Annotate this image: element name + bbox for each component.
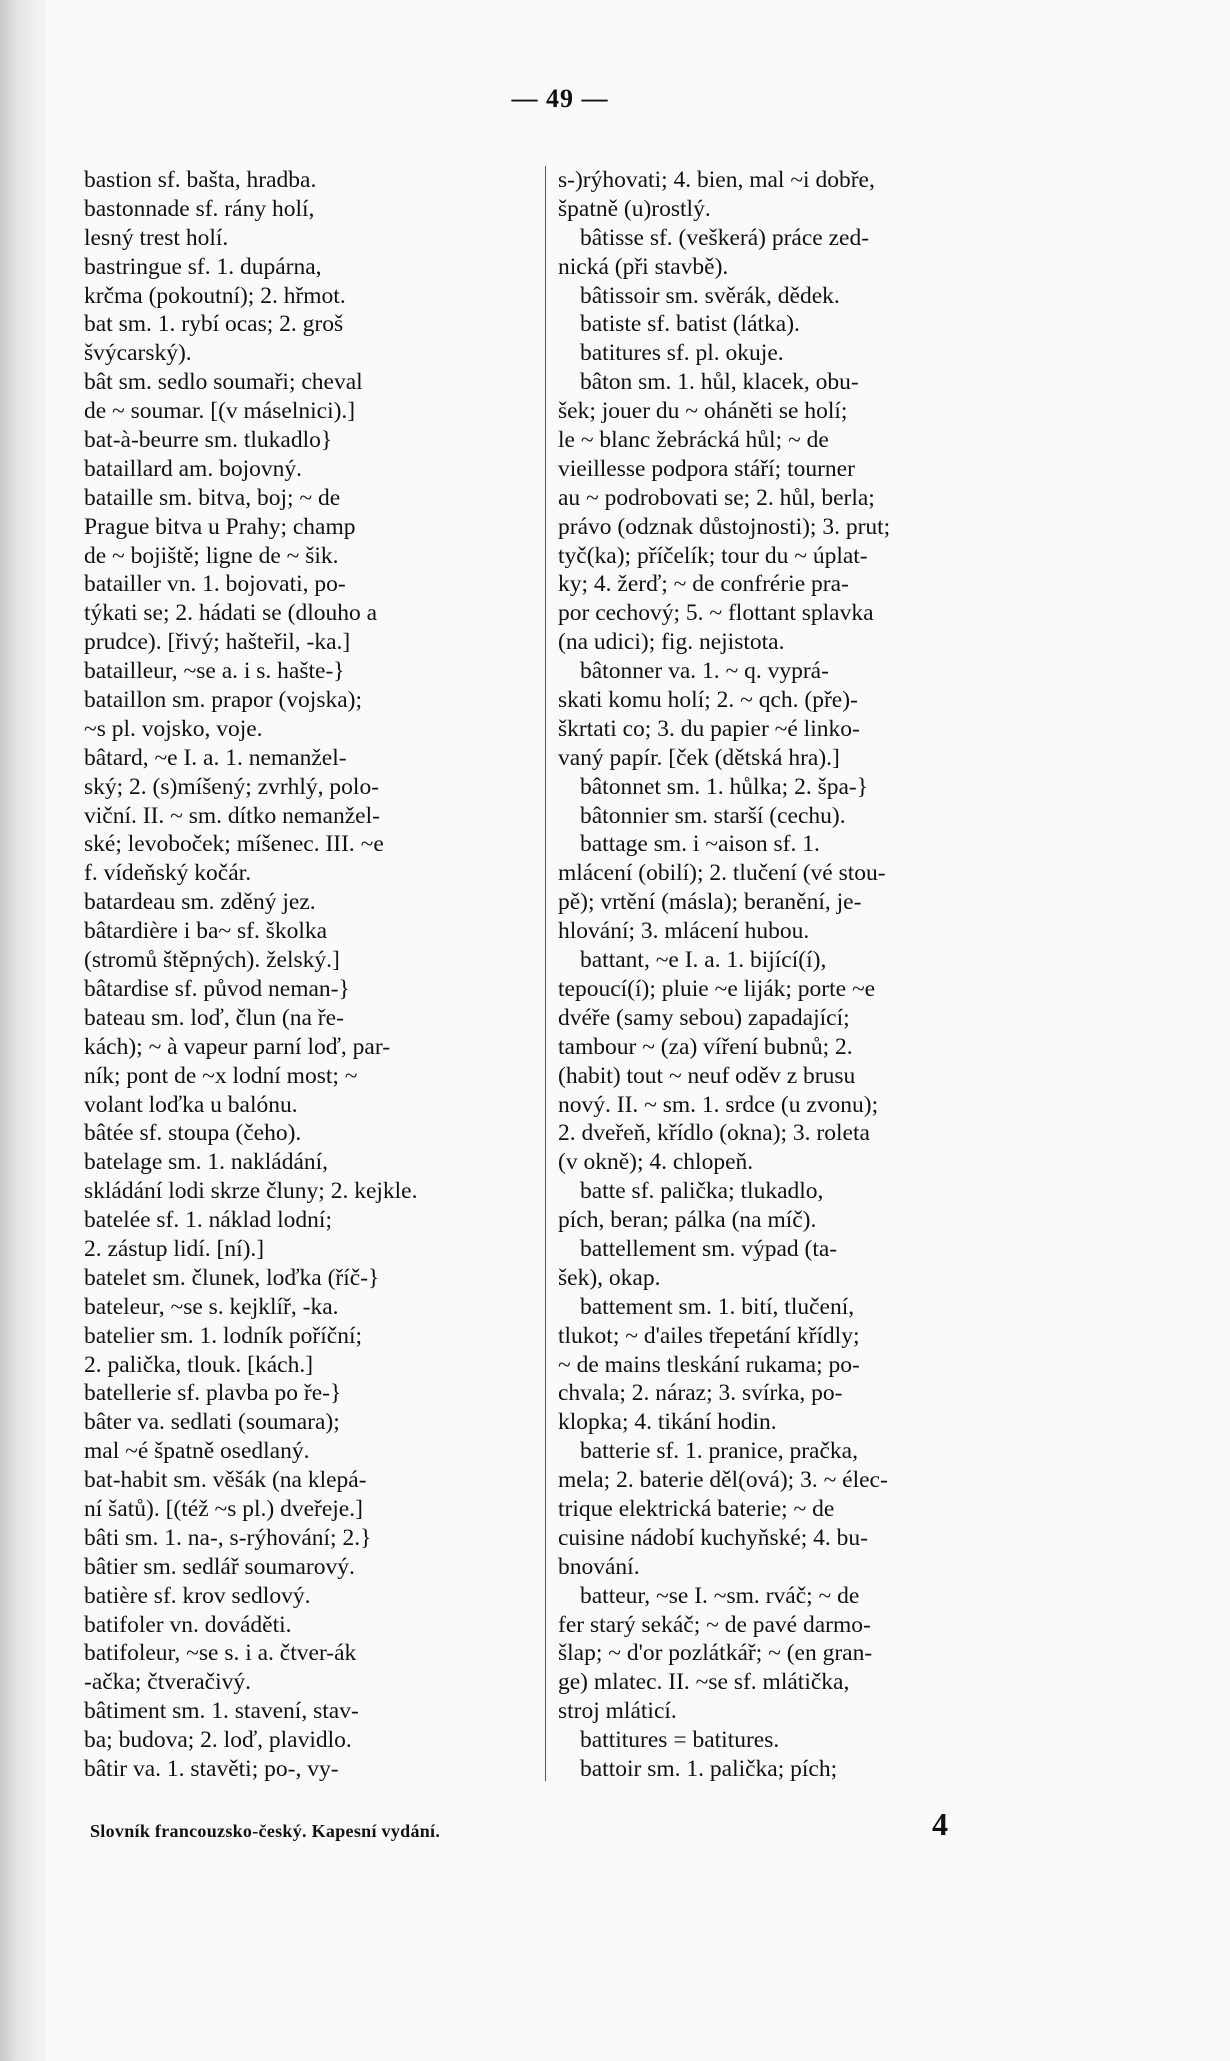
dictionary-line: bastion sf. bašta, hradba.	[84, 167, 317, 193]
dictionary-line: skati komu holí; 2. ~ qch. (pře)-	[558, 687, 858, 714]
dictionary-line: batteur, ~se I. ~sm. rváč; ~ de	[580, 1582, 860, 1609]
dictionary-line: batitures sf. pl. okuje.	[580, 340, 784, 367]
dictionary-line: (stromů štěpných). želský.]	[84, 947, 340, 974]
dictionary-line: de ~ soumar. [(v máselnici).]	[84, 398, 356, 425]
dictionary-line: batterie sf. 1. pranice, pračka,	[580, 1438, 858, 1465]
dictionary-line: vaný papír. [ček (dětská hra).]	[558, 744, 840, 771]
dictionary-line: bâti sm. 1. na-, s-rýhování; 2.}	[84, 1524, 372, 1551]
dictionary-line: batière sf. krov sedlový.	[84, 1582, 311, 1609]
dictionary-line: bataille sm. bitva, boj; ~ de	[84, 484, 341, 511]
dictionary-line: kách); ~ à vapeur parní loď, par-	[84, 1033, 391, 1060]
dictionary-line: bâtir va. 1. stavěti; po-, vy-	[84, 1755, 339, 1782]
dictionary-line: krčma (pokoutní); 2. hřmot.	[84, 282, 346, 309]
dictionary-line: battellement sm. výpad (ta-	[580, 1235, 838, 1262]
dictionary-line: bastringue sf. 1. dupárna,	[84, 253, 322, 280]
dictionary-line: ~s pl. vojsko, voje.	[84, 715, 263, 742]
dictionary-line: právo (odznak důstojnosti); 3. prut;	[558, 513, 891, 540]
dictionary-line: bâtardière i ba~ sf. školka	[84, 918, 328, 945]
dictionary-line: bâtonnet sm. 1. hůlka; 2. špa-}	[580, 773, 869, 800]
dictionary-line: lesný trest holí.	[84, 224, 229, 251]
dictionary-line: batardeau sm. zděný jez.	[84, 889, 316, 916]
dictionary-line: batifoleur, ~se s. i a. čtver-ák	[84, 1640, 357, 1667]
footer-title: Slovník francouzsko-český. Kapesní vydání.	[90, 1821, 441, 1841]
dictionary-line: šek), okap.	[558, 1264, 661, 1291]
dictionary-line: tyč(ka); příčelík; tour du ~ úplat-	[558, 542, 868, 569]
dictionary-line: battement sm. 1. bití, tlučení,	[580, 1293, 855, 1320]
dictionary-line: batellerie sf. plavba po ře-}	[84, 1380, 342, 1407]
dictionary-line: (na udici); fig. nejistota.	[558, 629, 785, 656]
dictionary-line: pích, beran; pálka (na míč).	[558, 1207, 817, 1234]
dictionary-line: bataillon sm. prapor (vojska);	[84, 687, 363, 714]
dictionary-line: klopka; 4. tikání hodin.	[558, 1409, 777, 1436]
dictionary-line: 2. zástup lidí. [ní).]	[84, 1235, 265, 1262]
dictionary-line: mlácení (obilí); 2. tlučení (vé stou-	[558, 860, 886, 887]
dictionary-line: ské; levoboček; míšenec. III. ~e	[84, 831, 384, 858]
dictionary-line: batelier sm. 1. lodník poříční;	[84, 1322, 363, 1349]
dictionary-line: ba; budova; 2. loď, plavidlo.	[84, 1727, 352, 1754]
dictionary-line: chvala; 2. náraz; 3. svírka, po-	[558, 1380, 843, 1407]
right-column	[558, 166, 1028, 1786]
dictionary-line: tepoucí(í); pluie ~e liják; porte ~e	[558, 975, 876, 1002]
dictionary-line: ~ de mains tleskání rukama; po-	[558, 1351, 860, 1378]
dictionary-line: tlukot; ~ d'ailes třepetání křídly;	[558, 1322, 860, 1349]
dictionary-line: nový. II. ~ sm. 1. srdce (u zvonu);	[558, 1091, 879, 1118]
page-number: — 49 —	[511, 84, 609, 113]
dictionary-line: batiste sf. batist (látka).	[580, 311, 800, 338]
dictionary-line: battage sm. i ~aison sf. 1.	[580, 831, 820, 858]
dictionary-line: bâtier sm. sedlář soumarový.	[84, 1553, 355, 1580]
dictionary-line: batte sf. palička; tlukadlo,	[580, 1178, 824, 1205]
signature-mark: 4	[932, 1806, 948, 1842]
dictionary-line: bât sm. sedlo soumaři; cheval	[84, 369, 363, 396]
dictionary-line: bat-à-beurre sm. tlukadlo}	[84, 427, 333, 454]
dictionary-line: vieillesse podpora stáří; tourner	[558, 455, 855, 482]
dictionary-line: bâtard, ~e I. a. 1. nemanžel-	[84, 744, 347, 771]
dictionary-line: de ~ bojiště; ligne de ~ šik.	[84, 542, 339, 569]
dictionary-line: šlap; ~ d'or pozlátkář; ~ (en gran-	[558, 1640, 873, 1667]
dictionary-line: prudce). [řivý; hašteřil, -ka.]	[84, 629, 351, 656]
dictionary-line: batailleur, ~se a. i s. hašte-}	[84, 658, 345, 685]
dictionary-line: ník; pont de ~x lodní most; ~	[84, 1062, 358, 1089]
dictionary-line: bâtonnier sm. starší (cechu).	[580, 802, 846, 829]
left-column	[84, 166, 536, 1786]
dictionary-line: battitures = batitures.	[580, 1727, 780, 1754]
dictionary-line: škrtati co; 3. du papier ~é linko-	[558, 715, 860, 742]
dictionary-line: mal ~é špatně osedlaný.	[84, 1438, 310, 1465]
dictionary-line: viční. II. ~ sm. dítko nemanžel-	[84, 802, 380, 829]
dictionary-line	[558, 1784, 1028, 1786]
dictionary-line: bataillard am. bojovný.	[84, 455, 302, 482]
dictionary-line: cuisine nádobí kuchyňské; 4. bu-	[558, 1524, 869, 1551]
page-binding-edge	[0, 0, 46, 2061]
dictionary-line: bat sm. 1. rybí ocas; 2. groš	[84, 311, 344, 338]
dictionary-line: dvéře (samy sebou) zapadající;	[558, 1004, 850, 1031]
dictionary-line: batifoler vn. dováděti.	[84, 1611, 292, 1638]
dictionary-line: skládání lodi skrze čluny; 2. kejkle.	[84, 1178, 418, 1205]
dictionary-line: 2. dveřeň, křídlo (okna); 3. roleta	[558, 1120, 870, 1147]
dictionary-line: 2. palička, tlouk. [kách.]	[84, 1351, 314, 1378]
column-divider	[545, 166, 546, 1781]
dictionary-line: bastonnade sf. rány holí,	[84, 195, 315, 222]
dictionary-line: fer starý sekáč; ~ de pavé darmo-	[558, 1611, 871, 1638]
dictionary-line: ge) mlatec. II. ~se sf. mlátička,	[558, 1669, 850, 1696]
dictionary-line: pě); vrtění (másla); beranění, je-	[558, 889, 862, 916]
dictionary-line: bâtée sf. stoupa (čeho).	[84, 1120, 302, 1147]
dictionary-line: bat-habit sm. věšák (na klepá-	[84, 1467, 367, 1494]
dictionary-line: ský; 2. (s)míšený; zvrhlý, polo-	[84, 773, 380, 800]
dictionary-line: ní šatů). [(též ~s pl.) dveřeje.]	[84, 1495, 363, 1522]
dictionary-line: bâtissoir sm. svěrák, dědek.	[580, 282, 840, 309]
dictionary-line	[84, 1784, 536, 1786]
dictionary-line: Prague bitva u Prahy; champ	[84, 513, 356, 540]
dictionary-line: bateau sm. loď, člun (na ře-	[84, 1004, 344, 1031]
dictionary-line: (v okně); 4. chlopeň.	[558, 1149, 754, 1176]
dictionary-line: bâton sm. 1. hůl, klacek, obu-	[580, 369, 859, 396]
dictionary-line: tambour ~ (za) víření bubnů; 2.	[558, 1033, 853, 1060]
dictionary-line: stroj mláticí.	[558, 1698, 677, 1725]
dictionary-line: bâtiment sm. 1. stavení, stav-	[84, 1698, 359, 1725]
dictionary-line: špatně (u)rostlý.	[558, 195, 711, 222]
dictionary-line: por cechový; 5. ~ flottant splavka	[558, 600, 874, 627]
dictionary-line: -ačka; čtveračivý.	[84, 1669, 252, 1696]
dictionary-line: bâtonner va. 1. ~ q. vyprá-	[580, 658, 829, 685]
dictionary-line: šek; jouer du ~ oháněti se holí;	[558, 398, 848, 425]
dictionary-line: au ~ podrobovati se; 2. hůl, berla;	[558, 484, 875, 511]
dictionary-line: battant, ~e I. a. 1. bijící(í),	[580, 947, 827, 974]
dictionary-line: nická (při stavbě).	[558, 253, 729, 280]
dictionary-line: volant loďka u balónu.	[84, 1091, 298, 1118]
dictionary-line: battoir sm. 1. palička; pích;	[580, 1755, 838, 1782]
dictionary-line: f. vídeňský kočár.	[84, 860, 252, 887]
dictionary-line: bâter va. sedlati (soumara);	[84, 1409, 340, 1436]
dictionary-line: batelée sf. 1. náklad lodní;	[84, 1207, 332, 1234]
dictionary-line: s-)rýhovati; 4. bien, mal ~i dobře,	[558, 167, 875, 193]
dictionary-line: batelet sm. člunek, loďka (říč-}	[84, 1264, 380, 1291]
dictionary-line: ky; 4. žerď; ~ de confrérie pra-	[558, 571, 849, 598]
dictionary-line: bâtisse sf. (veškerá) práce zed-	[580, 224, 870, 251]
dictionary-line: bnování.	[558, 1553, 640, 1580]
dictionary-line: batailler vn. 1. bojovati, po-	[84, 571, 346, 598]
dictionary-line: le ~ blanc žebrácká hůl; ~ de	[558, 427, 829, 454]
dictionary-line: (habit) tout ~ neuf oděv z brusu	[558, 1062, 856, 1089]
dictionary-line: mela; 2. baterie děl(ová); 3. ~ élec-	[558, 1467, 888, 1494]
dictionary-line: batelage sm. 1. nakládání,	[84, 1149, 329, 1176]
dictionary-line: trique elektrická baterie; ~ de	[558, 1495, 835, 1522]
dictionary-line: hlování; 3. mlácení hubou.	[558, 918, 810, 945]
dictionary-line: týkati se; 2. hádati se (dlouho a	[84, 600, 378, 627]
dictionary-line: bâtardise sf. původ neman-}	[84, 975, 350, 1002]
dictionary-line: švýcarský).	[84, 340, 192, 367]
dictionary-line: bateleur, ~se s. kejklíř, -ka.	[84, 1293, 339, 1320]
